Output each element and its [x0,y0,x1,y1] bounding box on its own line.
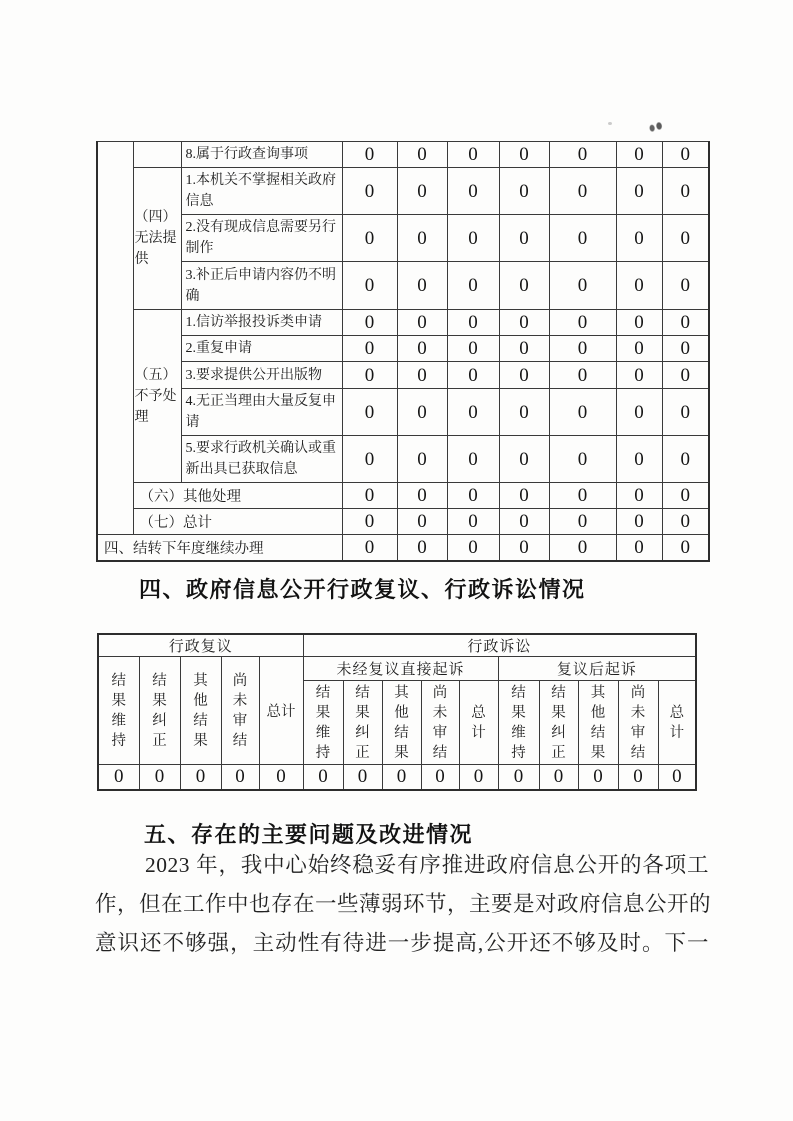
value-cell: 0 [499,310,549,336]
vertical-header-text: 结果纠正 [355,684,370,761]
t2-col-header [421,681,459,765]
value-cell: 0 [342,310,397,336]
value-cell: 0 [616,509,662,535]
value-cell: 0 [447,535,499,562]
value-cell: 0 [447,389,499,436]
row-label: 3.补正后申请内容仍不明确 [181,262,342,310]
category-cell-unable-to-provide: （四）无法提供 [133,168,181,310]
value-cell: 0 [662,362,709,389]
t2-value-cell: 0 [578,765,618,790]
value-cell: 0 [499,509,549,535]
value-cell: 0 [499,535,549,562]
value-cell: 0 [397,509,447,535]
row-label: 1.信访举报投诉类申请 [181,310,342,336]
value-cell: 0 [342,168,397,215]
t2-value-cell: 0 [382,765,421,790]
table-row [97,362,709,389]
t2-value-cell: 0 [343,765,382,790]
vertical-header-text: 结果维持 [315,684,331,761]
processing-results-table [96,141,710,562]
paragraph-line: 意识还不够强，主动性有待进一步提高,公开还不够及时。下一 [95,931,709,955]
t2-value-cell: 0 [303,765,343,790]
t2-col-header [539,681,578,765]
row-label: 3.要求提供公开出版物 [181,362,342,389]
row-label: 2.没有现成信息需要另行制作 [181,215,342,262]
value-cell: 0 [549,535,616,562]
value-cell: 0 [549,436,616,483]
value-cell: 0 [342,336,397,362]
t2-col-header [98,657,139,765]
value-cell: 0 [662,389,709,436]
table-row [97,535,709,562]
value-cell: 0 [499,436,549,483]
value-cell: 0 [662,310,709,336]
value-cell: 0 [549,168,616,215]
value-cell: 0 [447,509,499,535]
t2-section-header-litigation: 行政诉讼 [303,634,696,657]
t2-col-header-total [658,681,696,765]
section-5-paragraph [95,846,712,963]
value-cell: 0 [342,483,397,509]
t2-col-header [618,681,658,765]
table-row [97,509,709,535]
value-cell: 0 [616,262,662,310]
value-cell: 0 [662,535,709,562]
t2-col-header [343,681,382,765]
vertical-header-text: 尚未审结 [432,684,448,761]
t2-section-header-review: 行政复议 [98,634,303,657]
t2-value-cell: 0 [98,765,139,790]
row-label-total: （七）总计 [133,509,342,535]
value-cell: 0 [447,262,499,310]
value-cell: 0 [549,142,616,168]
value-cell: 0 [342,436,397,483]
vertical-header-text: 结果纠正 [152,672,167,749]
value-cell: 0 [397,168,447,215]
t2-value-cell: 0 [221,765,259,790]
value-cell: 0 [397,389,447,436]
vertical-header-text: 尚未审结 [630,684,646,761]
section-4-heading: 四、政府信息公开行政复议、行政诉讼情况 [139,577,586,602]
value-cell: 0 [342,389,397,436]
value-cell: 0 [397,215,447,262]
t2-value-cell: 0 [259,765,303,790]
vertical-header-text: 其他结果 [394,684,409,761]
value-cell: 0 [616,436,662,483]
value-cell: 0 [549,509,616,535]
t2-value-cell: 0 [498,765,539,790]
row-label: 4.无正当理由大量反复申请 [181,389,342,436]
value-cell: 0 [549,362,616,389]
value-cell: 0 [662,509,709,535]
scan-speck [608,122,612,125]
value-cell: 0 [616,310,662,336]
value-cell: 0 [397,142,447,168]
value-cell: 0 [662,168,709,215]
table-row [97,483,709,509]
value-cell: 0 [662,262,709,310]
value-cell: 0 [397,336,447,362]
value-cell: 0 [616,483,662,509]
value-cell: 0 [499,389,549,436]
vertical-header-text: 总计 [669,704,685,741]
value-cell: 0 [447,168,499,215]
t2-col-header [139,657,180,765]
value-cell: 0 [499,168,549,215]
left-spanner-cell [97,142,133,535]
value-cell: 0 [342,262,397,310]
t2-value-cell: 0 [539,765,578,790]
value-cell: 0 [616,362,662,389]
value-cell: 0 [397,436,447,483]
value-cell: 0 [499,336,549,362]
paragraph-line: 2023 年，我中心始终稳妥有序推进政府信息公开的各项工 [145,853,709,877]
value-cell: 0 [447,142,499,168]
t2-col-header-total [459,681,498,765]
value-cell: 0 [616,535,662,562]
value-cell: 0 [499,262,549,310]
section-5-heading: 五、存在的主要问题及改进情况 [144,822,474,847]
value-cell: 0 [397,262,447,310]
value-cell: 0 [549,215,616,262]
value-cell: 0 [616,142,662,168]
value-cell: 0 [447,310,499,336]
t2-col-header [180,657,221,765]
value-cell: 0 [662,142,709,168]
t2-col-header [303,681,343,765]
value-cell: 0 [447,215,499,262]
value-cell: 0 [549,310,616,336]
table-row [97,215,709,262]
value-cell: 0 [616,215,662,262]
value-cell: 0 [499,483,549,509]
t2-col-header-total: 总计 [259,657,303,765]
row-label: 8.属于行政查询事项 [181,142,342,168]
t2-col-header [221,657,259,765]
value-cell: 0 [342,142,397,168]
table-row [97,262,709,310]
t2-value-cell: 0 [421,765,459,790]
scan-artifact-mark [647,120,665,134]
value-cell: 0 [447,362,499,389]
vertical-header-text: 结果纠正 [551,684,566,761]
value-cell: 0 [662,483,709,509]
review-litigation-table [97,633,697,791]
value-cell: 0 [549,262,616,310]
value-cell: 0 [397,535,447,562]
value-cell: 0 [662,336,709,362]
table-row [97,310,709,336]
value-cell: 0 [342,215,397,262]
t2-subheader-after-review: 复议后起诉 [498,657,696,681]
t2-col-header [578,681,618,765]
t2-value-cell: 0 [618,765,658,790]
value-cell: 0 [549,336,616,362]
table-row [97,389,709,436]
t2-col-header [382,681,421,765]
value-cell: 0 [549,483,616,509]
value-cell: 0 [342,509,397,535]
table-row [98,634,696,657]
table-row [97,142,709,168]
row-label-other-processing: （六）其他处理 [133,483,342,509]
value-cell: 0 [499,142,549,168]
vertical-header-text: 结果维持 [111,672,126,749]
t2-value-cell: 0 [139,765,180,790]
value-cell: 0 [499,362,549,389]
value-cell: 0 [447,436,499,483]
value-cell: 0 [662,215,709,262]
t2-col-header [498,681,539,765]
t2-subheader-direct: 未经复议直接起诉 [303,657,498,681]
value-cell: 0 [616,389,662,436]
vertical-header-text: 尚未审结 [232,672,248,749]
row-label: 1.本机关不掌握相关政府信息 [181,168,342,215]
value-cell: 0 [447,336,499,362]
table-row [97,436,709,483]
value-cell: 0 [342,535,397,562]
value-cell: 0 [397,483,447,509]
vertical-header-text: 其他结果 [590,684,606,761]
value-cell: 0 [447,483,499,509]
category-cell-no-processing: （五）不予处理 [133,310,181,483]
value-cell: 0 [662,436,709,483]
t2-value-cell: 0 [180,765,221,790]
vertical-header-text: 其他结果 [193,672,208,749]
vertical-header-text: 结果维持 [511,684,526,761]
value-cell: 0 [397,362,447,389]
table-row [97,168,709,215]
value-cell: 0 [549,389,616,436]
row-label-carryover: 四、结转下年度继续办理 [97,535,342,562]
row-label: 5.要求行政机关确认或重新出具已获取信息 [181,436,342,483]
value-cell: 0 [616,168,662,215]
table-row [98,657,696,681]
value-cell: 0 [616,336,662,362]
row-label: 2.重复申请 [181,336,342,362]
t2-value-cell: 0 [459,765,498,790]
vertical-header-text: 总计 [471,704,486,741]
value-cell: 0 [499,215,549,262]
t2-value-cell: 0 [658,765,696,790]
value-cell: 0 [342,362,397,389]
table-row [98,765,696,790]
category-cell-empty [133,142,181,168]
table-row [97,336,709,362]
value-cell: 0 [397,310,447,336]
paragraph-line: 作，但在工作中也存在一些薄弱环节，主要是对政府信息公开的 [95,892,712,916]
